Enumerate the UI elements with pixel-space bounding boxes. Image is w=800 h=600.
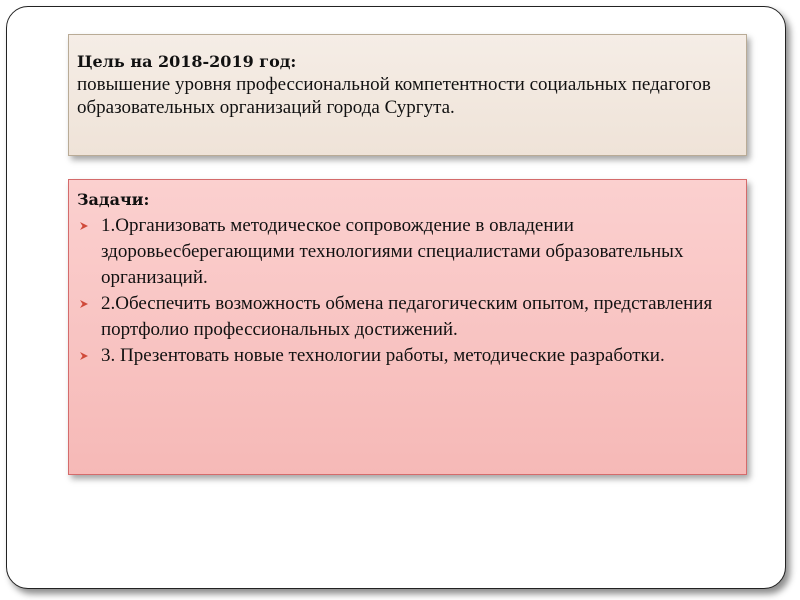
tasks-title: Задачи: xyxy=(77,190,150,209)
task-item-2 xyxy=(77,291,736,343)
chevron-right-arrow-icon xyxy=(79,299,89,309)
slide-frame xyxy=(6,6,786,589)
chevron-right-arrow-icon xyxy=(79,221,89,231)
task-text: 1.Организовать методическое сопровождение в овладении здоровьесберегающими технологиями специалистами образовательных организаций. xyxy=(101,215,684,288)
task-list xyxy=(77,213,736,369)
task-text: 2.Обеспечить возможность обмена педагогическим опытом, представления портфолио профессиональных достижений. xyxy=(101,293,713,340)
goal-box xyxy=(68,34,747,156)
task-text: 3. Презентовать новые технологии работы, методические разработки. xyxy=(101,345,665,366)
goal-title: Цель на 2018-2019 год: xyxy=(77,52,297,71)
task-item-3 xyxy=(77,343,736,369)
tasks-box xyxy=(68,179,747,475)
chevron-right-arrow-icon xyxy=(79,351,89,361)
task-item-1 xyxy=(77,213,736,291)
goal-text: повышение уровня профессиональной компетентности социальных педагогов образовательных организаций города Сургута. xyxy=(77,74,711,118)
